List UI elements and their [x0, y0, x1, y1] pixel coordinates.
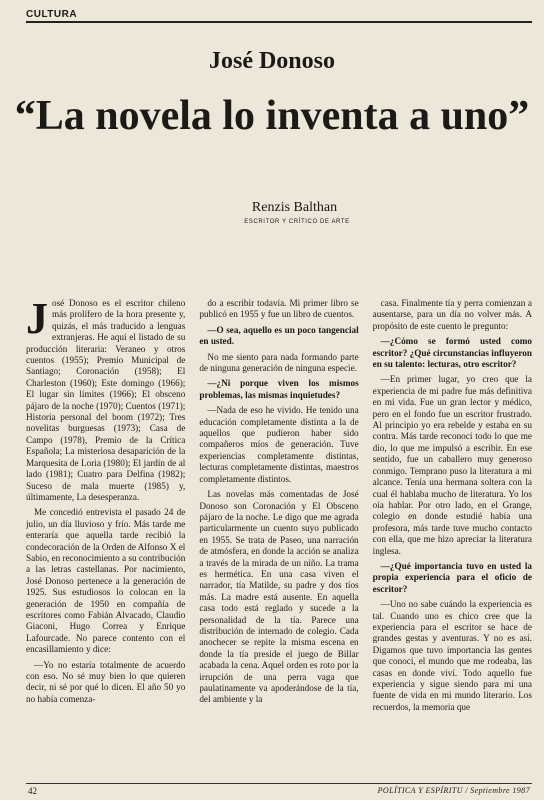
column-1 [26, 298, 185, 782]
paragraph [26, 298, 185, 503]
byline-role: ESCRITOR Y CRÍTICO DE ARTE [244, 219, 350, 225]
paragraph: —Yo no estaría totalmente de acuerdo con eso. No sé muy bien lo que quieren decir, ni sé por qué lo dicen. El año 50 yo no había comenza- [26, 659, 186, 704]
top-rule [26, 21, 532, 23]
title-area [0, 48, 544, 139]
paragraph: do a escribir todavía. Mi primer libro se publicó en 1955 y fue un libro de cuentos. [199, 298, 359, 320]
column-2 [199, 298, 358, 782]
byline [0, 200, 544, 225]
magazine-footer: POLÍTICA Y ESPÍRITU / Septiembre 1987 [377, 786, 530, 795]
footer-rule [26, 783, 532, 784]
article-headline: “La novela lo inventa a uno” [14, 93, 530, 139]
column-3 [373, 298, 532, 782]
interview-question: —¿Qué importancia tuvo en usted la propia experiencia para el oficio de escritor? [372, 560, 532, 594]
article-body [26, 298, 532, 782]
interview-question: —O sea, aquello es un poco tangencial en usted. [199, 324, 359, 347]
drop-cap: J [26, 298, 48, 343]
interview-question: —¿Ni porque viven los mismos problemas, las mismas inquietudes? [199, 378, 359, 400]
section-tag: CULTURA [26, 9, 78, 20]
paragraph: —En primer lugar, yo creo que la experiencia de mi padre fue más definitiva en mi vida. Fue un gran lector y médico, pero en el fondo fue un escritor frustrado. Al principio yo era rebelde y estaba en su contra. Más tarde reconocí todo lo que me dio, lo que me impulsó a escribir. En ese sentido, fue un caballero muy generoso conmigo. Temprano puso la literatura a mi alcance. Tenía una hermana soltera con la cual él hablaba mucho de literatura. Yo los oía hablar. Por otro lado, en el Grange, colegio en donde estudié había una profesora, más tarde tuve mucho contacto con ella, que me hizo apreciar la literatura inglesa. [372, 374, 532, 556]
paragraph: casa. Finalmente tía y perra comienzan a ausentarse, para un día no volver más. A propósito de este cuento le pregunto: [372, 298, 532, 331]
paragraph: Me concedió entrevista el pasado 24 de julio, un día lluvioso y frío. Más tarde me enteraría que aquella tarde recibió la condecoración de la Orden de Alfonso X el Sabio, en reconocimiento a su contribución a las letras castellanas. Por nacimiento, José Donoso pertenece a la generación de 1925. Sus estudiosos lo colocan en la generación de 1950 en compañía de escritores como Fabián Alvacado, Claudio Giaconi, Hugo Correa y Enrique Lafourcade. No parece contento con el encasillamiento y dice: [26, 507, 186, 655]
paragraph: Las novelas más comentadas de José Donoso son Coronación y El Obsceno pájaro de la noche. Le digo que me agrada particularmente un cuento suyo publicado en 1955. Se trata de Paseo, una narración de atmósfera, en donde la acción se analiza a través de la mirada de un niño. La trama es hermética. En una casa viven el narrador, tía Matilde, su padre y dos tíos más. La madre está ausente. En aquella casa todo está reglado y sucede a la personalidad de la tía. Parece una distribución de internado de colegio. Cada anochecer se repite la misma escena en donde la tía preside el juego de Billar acabada la cena. Aquel orden es roto por la irrupción de una perra vaga que paulatinamente va apoderándose de la tía, del ambiente y la [199, 489, 359, 705]
paragraph: —Nada de eso he vivido. He tenido una educación completamente distinta a la de aquellos que pudieron haber sido compañeros míos de generación. Tuve experiencias completamente distintas, lecturas completamente distintas, maestros completamente distintos. [199, 405, 359, 484]
paragraph-text: osé Donoso es el escritor chileno más prolífero de la hora presente y, quizás, el más traducido a lenguas extranjeras. He aquí el listado de su producción literaria: Veraneo y otros cuentos (1955); Premio Municipal de Santiago; Coronación (1958); El Charleston (1960); Este domingo (1966); El lugar sin límites (1966); El obsceno pájaro de la noche (1970); Cuentos (1971); Historia personal del boom (1972); Tres novelitas burguesas (1973); Casa de Campo (1978), Premio de la Crítica Española; La misteriosa desaparición de la Marquesita de Loria (1980); El jardín de al lado (1981); Cuatro para Delfina (1982); Suceso de mala muerte (1985) y, últimamente, La desesperanza. [26, 298, 186, 502]
interview-question: —¿Cómo se formó usted como escritor? ¿Qué circunstancias influyeron en su talento: lecturas, otro escritor? [372, 336, 532, 370]
article-author: José Donoso [208, 48, 335, 74]
paragraph: —Uno no sabe cuándo la experiencia es tal. Cuando uno es chico cree que la experiencia para el escritor se hace de grandes gestas y aventuras. Y no es así. Digamos que tuvo importancia las gentes que conocí, el mundo que me rodeaba, las casas en donde viví. Todo aquello fue experiencia y sigue siendo para mí una fuente de vida en mi mundo literario. Los recuerdos, la memoria que [372, 599, 532, 712]
byline-name: Renzis Balthan [251, 200, 338, 215]
page-number: 42 [28, 786, 37, 796]
paragraph: No me siento para nada formando parte de ninguna generación de ninguna especie. [199, 351, 359, 374]
